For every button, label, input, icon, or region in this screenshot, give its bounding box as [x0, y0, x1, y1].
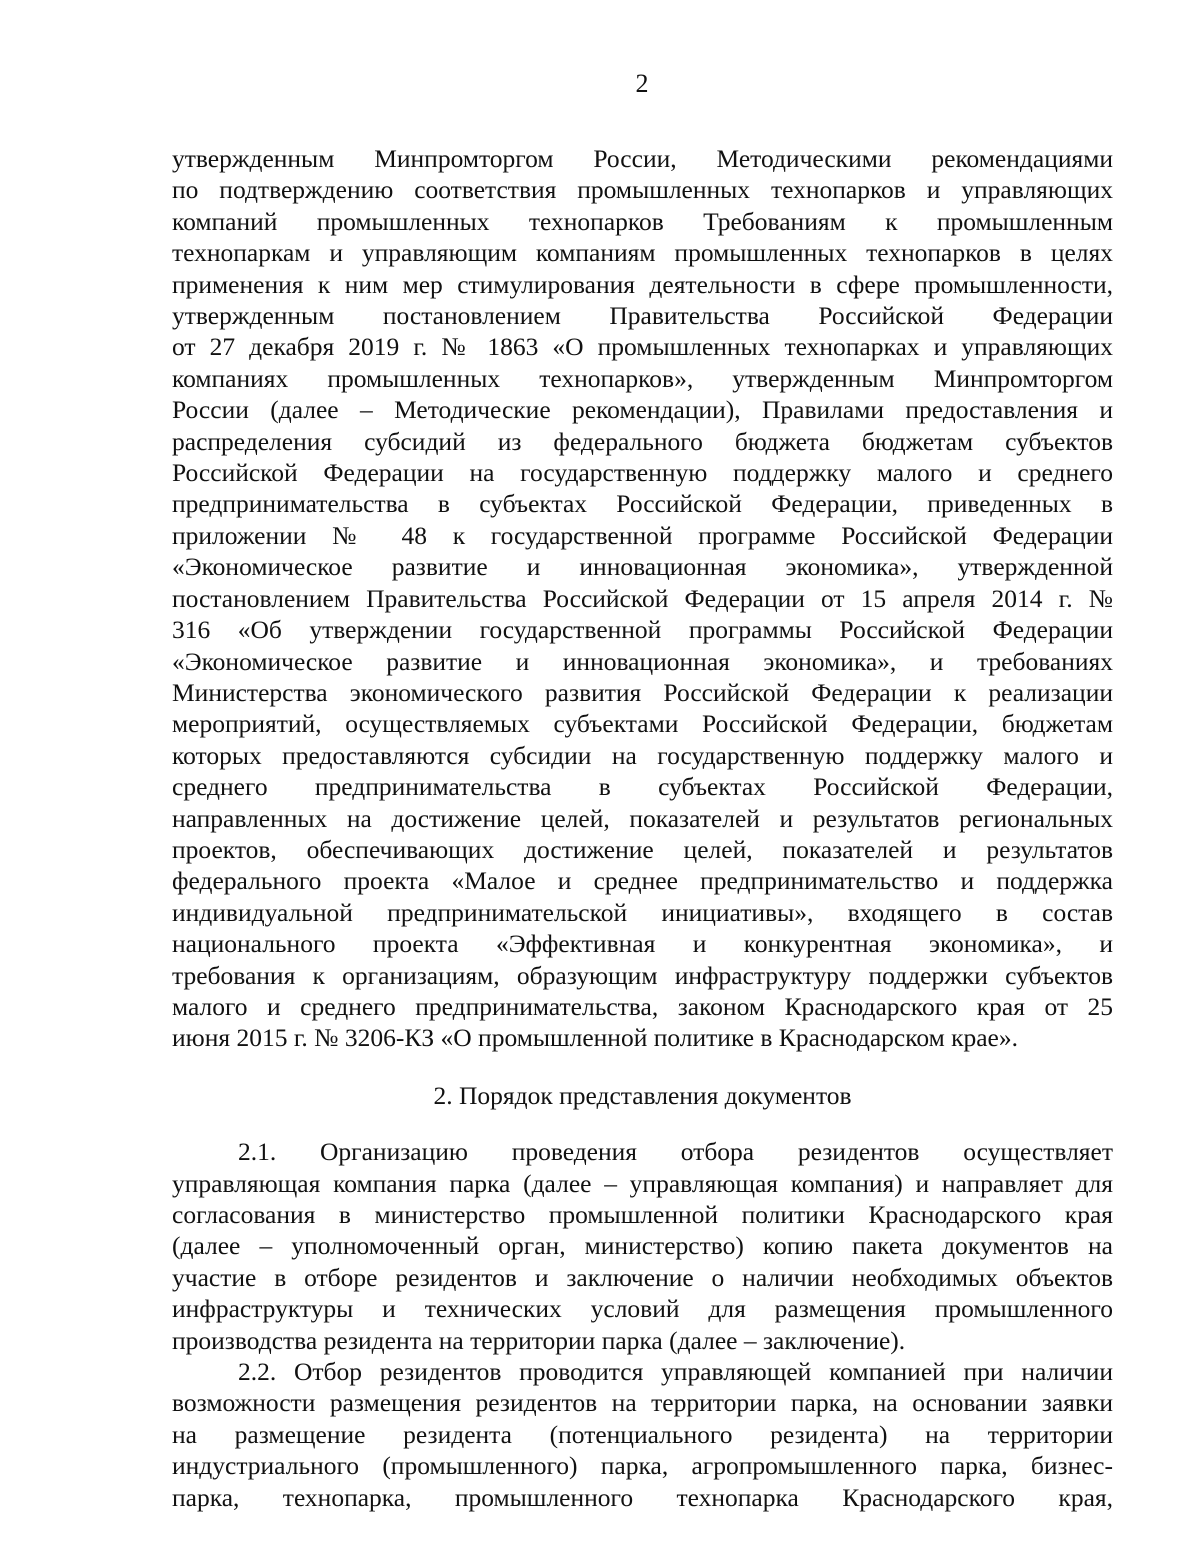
- text-line: компаниях промышленных технопарков», утвержденным Минпромторгом: [172, 363, 1113, 393]
- text-line: распределения субсидий из федерального бюджета бюджетам субъектов: [172, 426, 1113, 456]
- text-line: требования к организациям, образующим инфраструктуру поддержки субъектов: [172, 960, 1113, 990]
- section-heading: 2. Порядок представления документов: [433, 1080, 852, 1110]
- text-line: «Экономическое развитие и инновационная экономика», и требованиях: [172, 646, 1113, 676]
- text-line: Российской Федерации на государственную поддержку малого и среднего: [172, 458, 1113, 488]
- text-line: согласования в министерство промышленной политики Краснодарского края: [172, 1200, 1113, 1229]
- text-line: (далее – уполномоченный орган, министерство) копию пакета документов на: [172, 1231, 1113, 1261]
- text-line: направленных на достижение целей, показателей и результатов региональных: [172, 803, 1113, 833]
- text-line: на размещение резидента (потенциального резидента) на территории: [172, 1419, 1113, 1449]
- document-body: [172, 143, 1113, 1513]
- text-line: национального проекта «Эффективная и конкурентная экономика», и: [172, 929, 1113, 959]
- text-line: предпринимательства в субъектах Российской Федерации, приведенных в: [172, 489, 1113, 519]
- paragraph-2: [172, 1136, 1113, 1356]
- text-line: применения к ним мер стимулирования деятельности в сфере промышленности,: [172, 269, 1113, 299]
- text-line: 316 «Об утверждении государственной программы Российской Федерации: [172, 615, 1113, 645]
- text-line: управляющая компания парка (далее – управляющая компания) и направляет для: [172, 1168, 1113, 1198]
- paragraph-3: [172, 1356, 1113, 1513]
- text-line: производства резидента на территории парка (далее – заключение).: [172, 1325, 906, 1355]
- text-line: индустриального (промышленного) парка, агропромышленного парка, бизнес-: [172, 1451, 1113, 1481]
- text-line: федерального проекта «Малое и среднее предпринимательство и поддержка: [172, 866, 1113, 896]
- text-line: инфраструктуры и технических условий для размещения промышленного: [172, 1294, 1113, 1324]
- page-number: 2: [635, 69, 649, 98]
- text-line: по подтверждению соответствия промышленных технопарков и управляющих: [172, 175, 1113, 205]
- text-line: 2.1. Организацию проведения отбора резидентов осуществляет: [238, 1137, 1113, 1167]
- text-line: приложении № 48 к государственной программе Российской Федерации: [172, 520, 1113, 550]
- text-line: России (далее – Методические рекомендации), Правилами предоставления и: [172, 395, 1113, 425]
- text-line: утвержденным постановлением Правительства Российской Федерации: [172, 301, 1113, 331]
- text-line: Министерства экономического развития Российской Федерации к реализации: [172, 677, 1113, 707]
- text-line: июня 2015 г. № 3206-КЗ «О промышленной политике в Краснодарском крае».: [172, 1023, 1018, 1053]
- text-line: мероприятий, осуществляемых субъектами Российской Федерации, бюджетам: [172, 709, 1113, 739]
- text-line: малого и среднего предпринимательства, законом Краснодарского края от 25: [172, 991, 1113, 1021]
- text-line: 2.2. Отбор резидентов проводится управляющей компанией при наличии: [238, 1357, 1113, 1387]
- text-line: от 27 декабря 2019 г. № 1863 «О промышленных технопарках и управляющих: [172, 332, 1113, 362]
- text-line: индивидуальной предпринимательской инициативы», входящего в состав: [172, 897, 1113, 927]
- text-line: «Экономическое развитие и инновационная экономика», утвержденной: [172, 552, 1113, 582]
- text-line: проектов, обеспечивающих достижение целей, показателей и результатов: [172, 834, 1113, 864]
- text-line: компаний промышленных технопарков Требованиям к промышленным: [172, 206, 1113, 236]
- text-line: среднего предпринимательства в субъектах Российской Федерации,: [172, 772, 1113, 802]
- text-line: постановлением Правительства Российской Федерации от 15 апреля 2014 г. №: [172, 583, 1113, 613]
- text-line: парка, технопарка, промышленного технопарка Краснодарского края,: [172, 1482, 1113, 1512]
- text-line: участие в отборе резидентов и заключение о наличии необходимых объектов: [172, 1262, 1113, 1292]
- paragraph-1: [172, 143, 1113, 1054]
- text-line: технопаркам и управляющим компаниям промышленных технопарков в целях: [172, 238, 1113, 268]
- text-line: утвержденным Минпромторгом России, Методическими рекомендациями: [172, 144, 1113, 173]
- text-line: возможности размещения резидентов на территории парка, на основании заявки: [172, 1388, 1113, 1418]
- text-line: которых предоставляются субсидии на государственную поддержку малого и: [172, 740, 1113, 770]
